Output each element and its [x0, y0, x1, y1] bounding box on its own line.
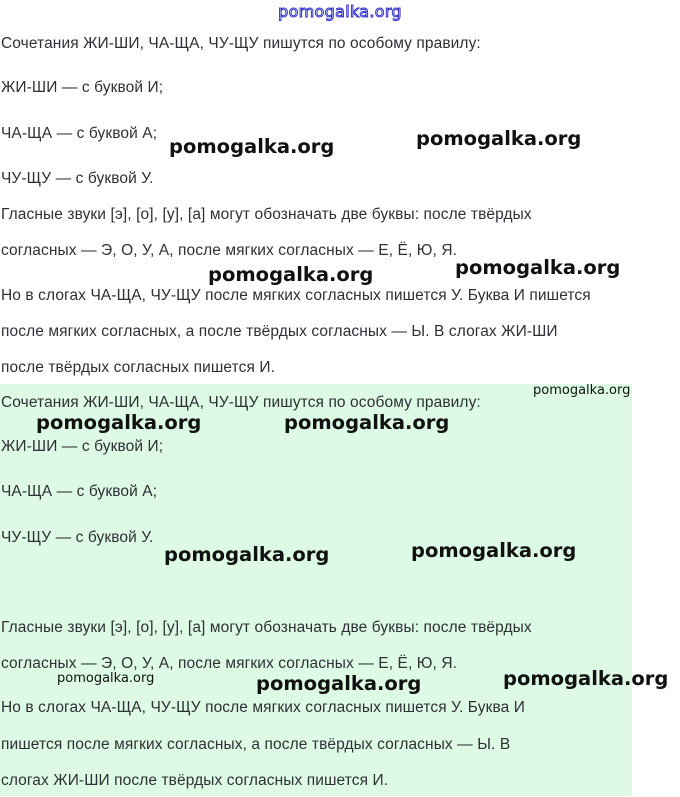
watermark: pomogalka.org: [533, 383, 631, 398]
vowels-text-line-2-highlighted: согласных — Э, О, У, А, после мягких согласных — Е, Ё, Ю, Я.: [1, 655, 458, 672]
exception-text-line-2-highlighted: пишется после мягких согласных, а после твёрдых согласных — Ы. В: [1, 736, 511, 753]
rule-chu-shchu-highlighted: ЧУ-ЩУ — с буквой У.: [1, 529, 154, 546]
vowels-text-line-1: Гласные звуки [э], [о], [у], [а] могут обозначать две буквы: после твёрдых: [1, 206, 532, 223]
rule-chu-shchu: ЧУ-ЩУ — с буквой У.: [1, 170, 154, 187]
intro-text: Сочетания ЖИ-ШИ, ЧА-ЩА, ЧУ-ЩУ пишутся по особому правилу:: [1, 35, 481, 52]
watermark: pomogalka.org: [57, 671, 155, 686]
rule-cha-shcha-highlighted: ЧА-ЩА — с буквой А;: [1, 483, 158, 500]
watermark: pomogalka.org: [503, 667, 669, 690]
watermark: pomogalka.org: [208, 263, 374, 286]
exception-text-line-1: Но в слогах ЧА-ЩА, ЧУ-ЩУ после мягких согласных пишется У. Буква И пишется: [1, 287, 591, 304]
watermark: pomogalka.org: [416, 127, 582, 150]
site-header-logo[interactable]: pomogalka.org: [278, 2, 402, 21]
exception-text-line-3-highlighted: слогах ЖИ-ШИ после твёрдых согласных пишется И.: [1, 772, 389, 789]
watermark: pomogalka.org: [455, 256, 621, 279]
intro-text-highlighted: Сочетания ЖИ-ШИ, ЧА-ЩА, ЧУ-ЩУ пишутся по особому правилу:: [1, 394, 481, 411]
watermark: pomogalka.org: [256, 672, 422, 695]
vowels-text-line-1-highlighted: Гласные звуки [э], [о], [у], [а] могут обозначать две буквы: после твёрдых: [1, 619, 532, 636]
exception-text-line-3: после твёрдых согласных пишется И.: [1, 359, 276, 376]
watermark: pomogalka.org: [164, 543, 330, 566]
watermark: pomogalka.org: [36, 411, 202, 434]
rule-zhi-shi-highlighted: ЖИ-ШИ — с буквой И;: [1, 438, 164, 455]
watermark: pomogalka.org: [411, 539, 577, 562]
vowels-text-line-2: согласных — Э, О, У, А, после мягких согласных — Е, Ё, Ю, Я.: [1, 242, 458, 259]
watermark: pomogalka.org: [169, 135, 335, 158]
rule-zhi-shi: ЖИ-ШИ — с буквой И;: [1, 79, 164, 96]
rule-cha-shcha: ЧА-ЩА — с буквой А;: [1, 125, 158, 142]
exception-text-line-1-highlighted: Но в слогах ЧА-ЩА, ЧУ-ЩУ после мягких согласных пишется У. Буква И: [1, 699, 525, 716]
watermark: pomogalka.org: [284, 411, 450, 434]
exception-text-line-2: после мягких согласных, а после твёрдых согласных — Ы. В слогах ЖИ-ШИ: [1, 323, 558, 340]
